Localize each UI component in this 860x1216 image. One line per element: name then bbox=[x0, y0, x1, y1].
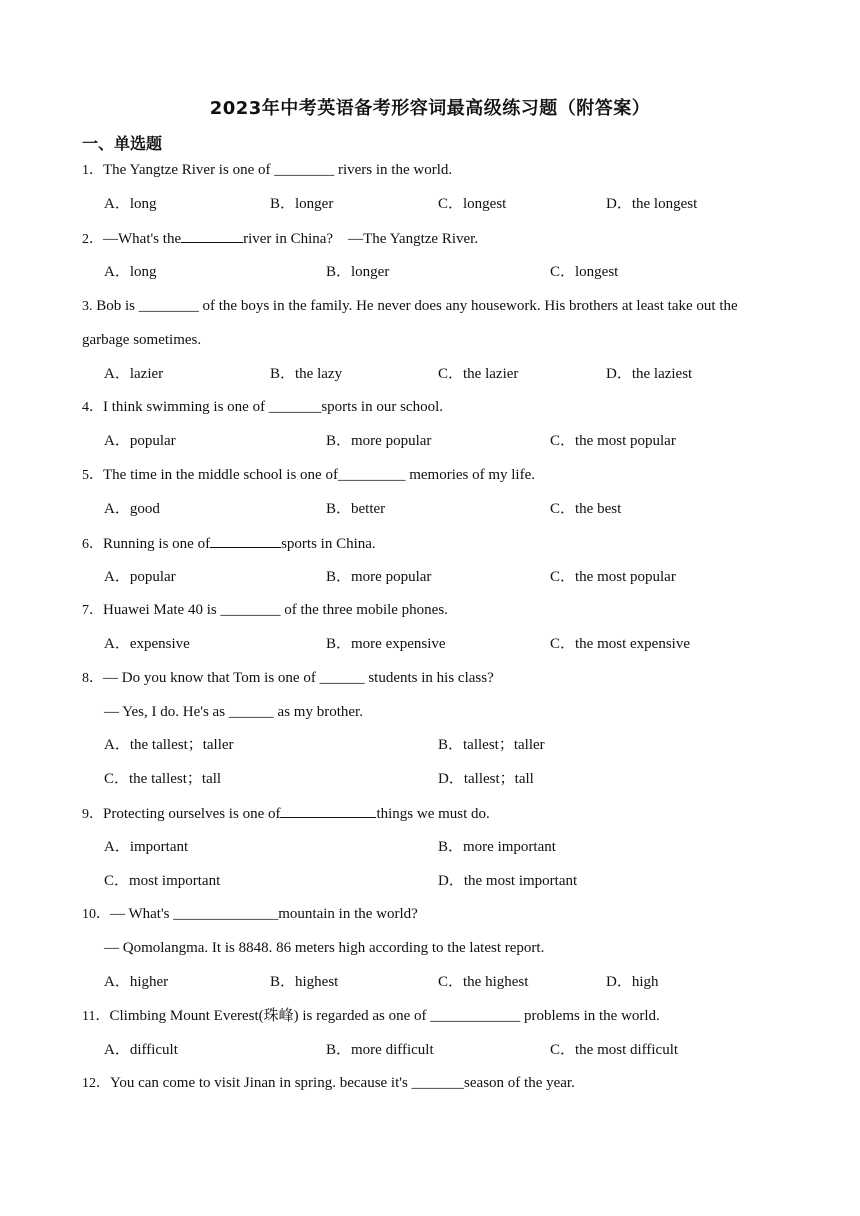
question-12 bbox=[82, 1073, 575, 1094]
question-3-continued: garbage sometimes. bbox=[82, 332, 202, 348]
option-a[interactable]: A．higher bbox=[104, 974, 169, 990]
question-text: Climbing Mount Everest(珠峰) is regarded as one of ____________ problems in the world. bbox=[109, 1008, 660, 1024]
answer-blank[interactable] bbox=[181, 228, 243, 243]
question-text: river in China? —The Yangtze River. bbox=[243, 231, 479, 247]
option-a[interactable]: A．lazier bbox=[104, 366, 164, 382]
question-6 bbox=[82, 533, 376, 555]
option-a[interactable]: A．expensive bbox=[104, 636, 190, 652]
document-title: 2023年中考英语备考形容词最高级练习题（附答案） bbox=[209, 98, 651, 119]
option-c[interactable]: C．the most difficult bbox=[550, 1042, 679, 1058]
question-5 bbox=[82, 465, 535, 486]
question-text: ________ bbox=[274, 162, 335, 178]
question-1 bbox=[82, 160, 452, 181]
option-a[interactable]: A．long bbox=[104, 264, 157, 280]
question-8 bbox=[82, 668, 494, 689]
question-10 bbox=[82, 904, 418, 925]
option-c[interactable]: C．the most expensive bbox=[550, 636, 690, 652]
question-number: 9． bbox=[82, 807, 103, 822]
option-c[interactable]: C．most important bbox=[104, 873, 221, 889]
option-a[interactable]: A．popular bbox=[104, 569, 176, 585]
answer-blank[interactable] bbox=[210, 533, 281, 548]
answer-blank[interactable] bbox=[280, 803, 376, 818]
question-number: 7． bbox=[82, 603, 103, 618]
option-b[interactable]: B．longer bbox=[270, 196, 334, 212]
question-number: 2． bbox=[82, 232, 103, 247]
option-b[interactable]: B．longer bbox=[326, 264, 390, 280]
question-text: Protecting ourselves is one of bbox=[103, 806, 281, 822]
question-number: 12． bbox=[82, 1076, 110, 1091]
question-number: 5． bbox=[82, 468, 103, 483]
option-d[interactable]: D．the laziest bbox=[606, 366, 693, 382]
question-text: things we must do. bbox=[376, 806, 490, 822]
question-11 bbox=[82, 1006, 660, 1027]
question-8-response: — Yes, I do. He's as ______ as my brother. bbox=[104, 704, 363, 720]
question-number: 1． bbox=[82, 163, 103, 178]
question-9 bbox=[82, 803, 490, 825]
question-text: — Do you know that Tom is one of ______ students in his class? bbox=[103, 670, 494, 686]
option-b[interactable]: B．the lazy bbox=[270, 366, 343, 382]
option-a[interactable]: A．long bbox=[104, 196, 157, 212]
option-a[interactable]: A．difficult bbox=[104, 1042, 178, 1058]
option-b[interactable]: B．more popular bbox=[326, 569, 432, 585]
question-number: 10． bbox=[82, 907, 110, 922]
option-c[interactable]: C．the lazier bbox=[438, 366, 519, 382]
option-c[interactable]: C．the tallest；tall bbox=[104, 771, 222, 787]
option-c[interactable]: C．longest bbox=[438, 196, 507, 212]
option-b[interactable]: B．better bbox=[326, 501, 386, 517]
option-a[interactable]: A．good bbox=[104, 501, 160, 517]
option-d[interactable]: D．the most important bbox=[438, 873, 578, 889]
question-text: The Yangtze River is one of bbox=[103, 162, 275, 178]
option-d[interactable]: D．tallest；tall bbox=[438, 771, 534, 787]
option-b[interactable]: B．highest bbox=[270, 974, 339, 990]
option-b[interactable]: B．tallest；taller bbox=[438, 737, 545, 753]
question-number: 3. bbox=[82, 299, 93, 314]
option-b[interactable]: B．more expensive bbox=[326, 636, 446, 652]
option-b[interactable]: B．more popular bbox=[326, 433, 432, 449]
question-number: 11． bbox=[82, 1009, 110, 1024]
question-text: Huawei Mate 40 is ________ of the three mobile phones. bbox=[103, 602, 448, 618]
question-text: — What's ______________mountain in the world? bbox=[110, 906, 418, 922]
question-text: You can come to visit Jinan in spring. because it's _______season of the year. bbox=[110, 1075, 575, 1091]
question-text: The time in the middle school is one of_________ memories of my life. bbox=[103, 467, 536, 483]
question-number: 4． bbox=[82, 400, 103, 415]
question-text: rivers in the world. bbox=[334, 162, 453, 178]
option-c[interactable]: C．the most popular bbox=[550, 433, 676, 449]
option-a[interactable]: A．the tallest；taller bbox=[104, 737, 234, 753]
question-text: Bob is ________ of the boys in the family. He never does any housework. His brothers at least take out the bbox=[92, 298, 738, 314]
question-10-response: — Qomolangma. It is 8848. 86 meters high according to the latest report. bbox=[104, 940, 545, 956]
question-number: 6． bbox=[82, 537, 103, 552]
option-a[interactable]: A．popular bbox=[104, 433, 176, 449]
section-heading: 一、单选题 bbox=[82, 134, 163, 153]
option-d[interactable]: D．high bbox=[606, 974, 659, 990]
option-b[interactable]: B．more difficult bbox=[326, 1042, 434, 1058]
option-b[interactable]: B．more important bbox=[438, 839, 556, 855]
option-c[interactable]: C．the most popular bbox=[550, 569, 676, 585]
option-a[interactable]: A．important bbox=[104, 839, 189, 855]
question-text: sports in China. bbox=[281, 536, 376, 552]
question-text: Running is one of bbox=[103, 536, 211, 552]
option-c[interactable]: C．the best bbox=[550, 501, 622, 517]
question-number: 8． bbox=[82, 671, 103, 686]
question-3 bbox=[82, 296, 738, 317]
question-text: —What's the bbox=[103, 231, 182, 247]
question-text: I think swimming is one of _______sports in our school. bbox=[103, 399, 443, 415]
option-d[interactable]: D．the longest bbox=[606, 196, 698, 212]
option-c[interactable]: C．longest bbox=[550, 264, 619, 280]
option-c[interactable]: C．the highest bbox=[438, 974, 529, 990]
question-7 bbox=[82, 600, 448, 621]
question-2 bbox=[82, 228, 478, 250]
question-4 bbox=[82, 397, 443, 418]
